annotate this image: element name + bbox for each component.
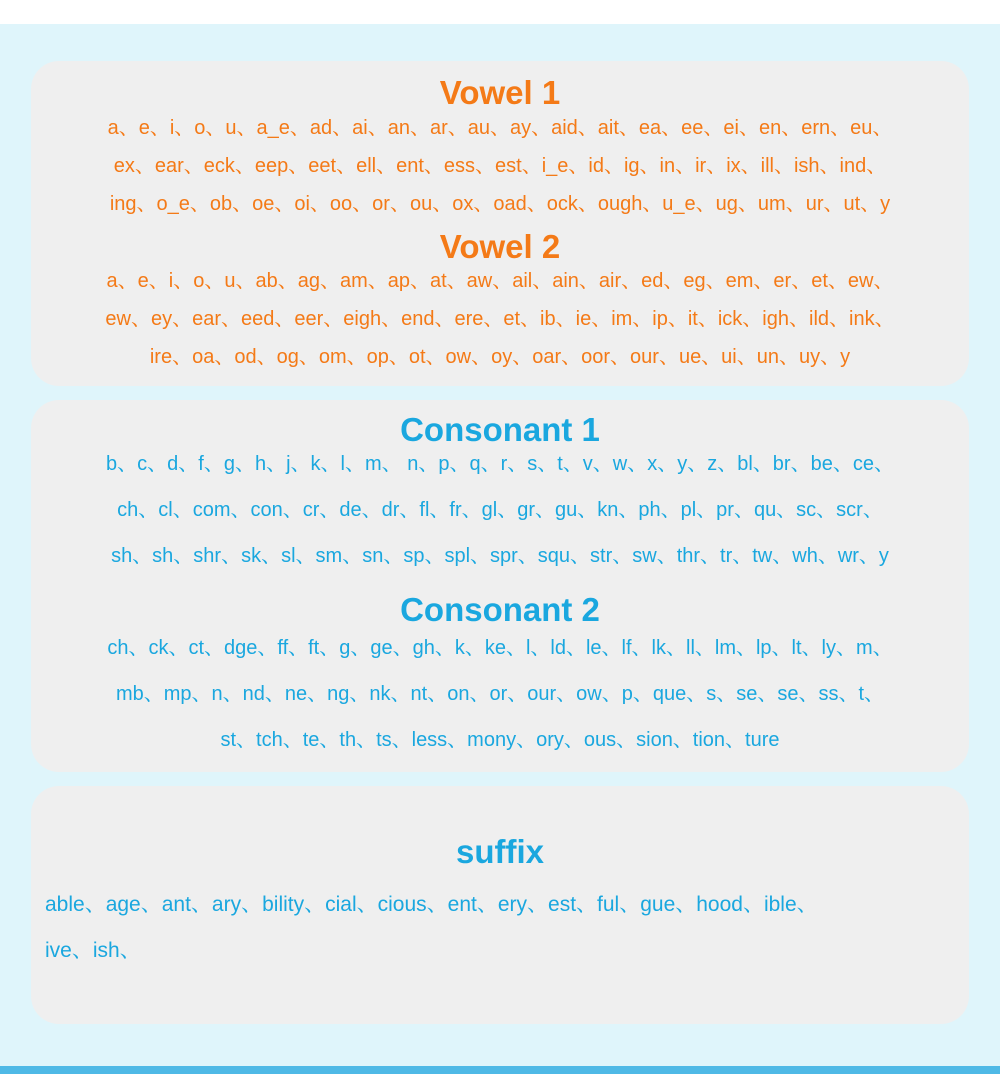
bottom-bar <box>0 1066 1000 1074</box>
consonant-card <box>31 400 969 772</box>
vowel-2-line: ire、oa、od、og、om、op、ot、ow、oy、oar、oor、our、ue、ui、un、uy、y <box>149 346 851 368</box>
consonant-2-title: Consonant 2 <box>400 591 600 628</box>
suffix-title: suffix <box>455 833 544 870</box>
vowel-1-line: ex、ear、eck、eep、eet、ell、ent、ess、est、i_e、id、ig、in、ir、ix、ill、ish、ind、 <box>113 155 887 177</box>
suffix-line: able、age、ant、ary、bility、cial、cious、ent、ery、est、ful、gue、hood、ible、 <box>45 893 818 916</box>
consonant-1-line: b、c、d、f、g、h、j、k、l、m、 n、p、q、r、s、t、v、w、x、y、z、bl、br、be、ce、 <box>106 453 894 475</box>
vowel-2-line: ew、ey、ear、eed、eer、eigh、end、ere、et、ib、ie、im、ip、it、ick、igh、ild、ink、 <box>105 308 895 330</box>
suffix-card <box>31 786 969 1024</box>
consonant-1-line: ch、cl、com、con、cr、de、dr、fl、fr、gl、gr、gu、kn、ph、pl、pr、qu、sc、scr、 <box>117 499 883 521</box>
consonant-2-line: mb、mp、n、nd、ne、ng、nk、nt、on、or、our、ow、p、que、s、se、se、ss、t、 <box>115 683 885 705</box>
consonant-1-title: Consonant 1 <box>400 411 600 448</box>
vowel-1-title: Vowel 1 <box>439 74 561 111</box>
vowel-card <box>31 61 969 386</box>
consonant-2-line: ch、ck、ct、dge、ff、ft、g、ge、gh、k、ke、l、ld、le、lf、lk、ll、lm、lp、lt、ly、m、 <box>107 637 893 659</box>
consonant-1-line: sh、sh、shr、sk、sl、sm、sn、sp、spl、spr、squ、str、sw、thr、tr、tw、wh、wr、y <box>111 545 889 567</box>
vowel-2-line: a、e、i、o、u、ab、ag、am、ap、at、aw、ail、ain、air、ed、eg、em、er、et、ew、 <box>106 270 894 292</box>
consonant-2-line: st、tch、te、th、ts、less、mony、ory、ous、sion、tion、ture <box>220 729 780 751</box>
vowel-2-title: Vowel 2 <box>439 228 561 265</box>
vowel-1-line: ing、o_e、ob、oe、oi、oo、or、ou、ox、oad、ock、ough、u_e、ug、um、ur、ut、y <box>109 193 891 215</box>
vowel-1-line: a、e、i、o、u、a_e、ad、ai、an、ar、au、ay、aid、ait、ea、ee、ei、en、ern、eu、 <box>107 117 893 139</box>
suffix-line: ive、ish、 <box>45 939 141 962</box>
